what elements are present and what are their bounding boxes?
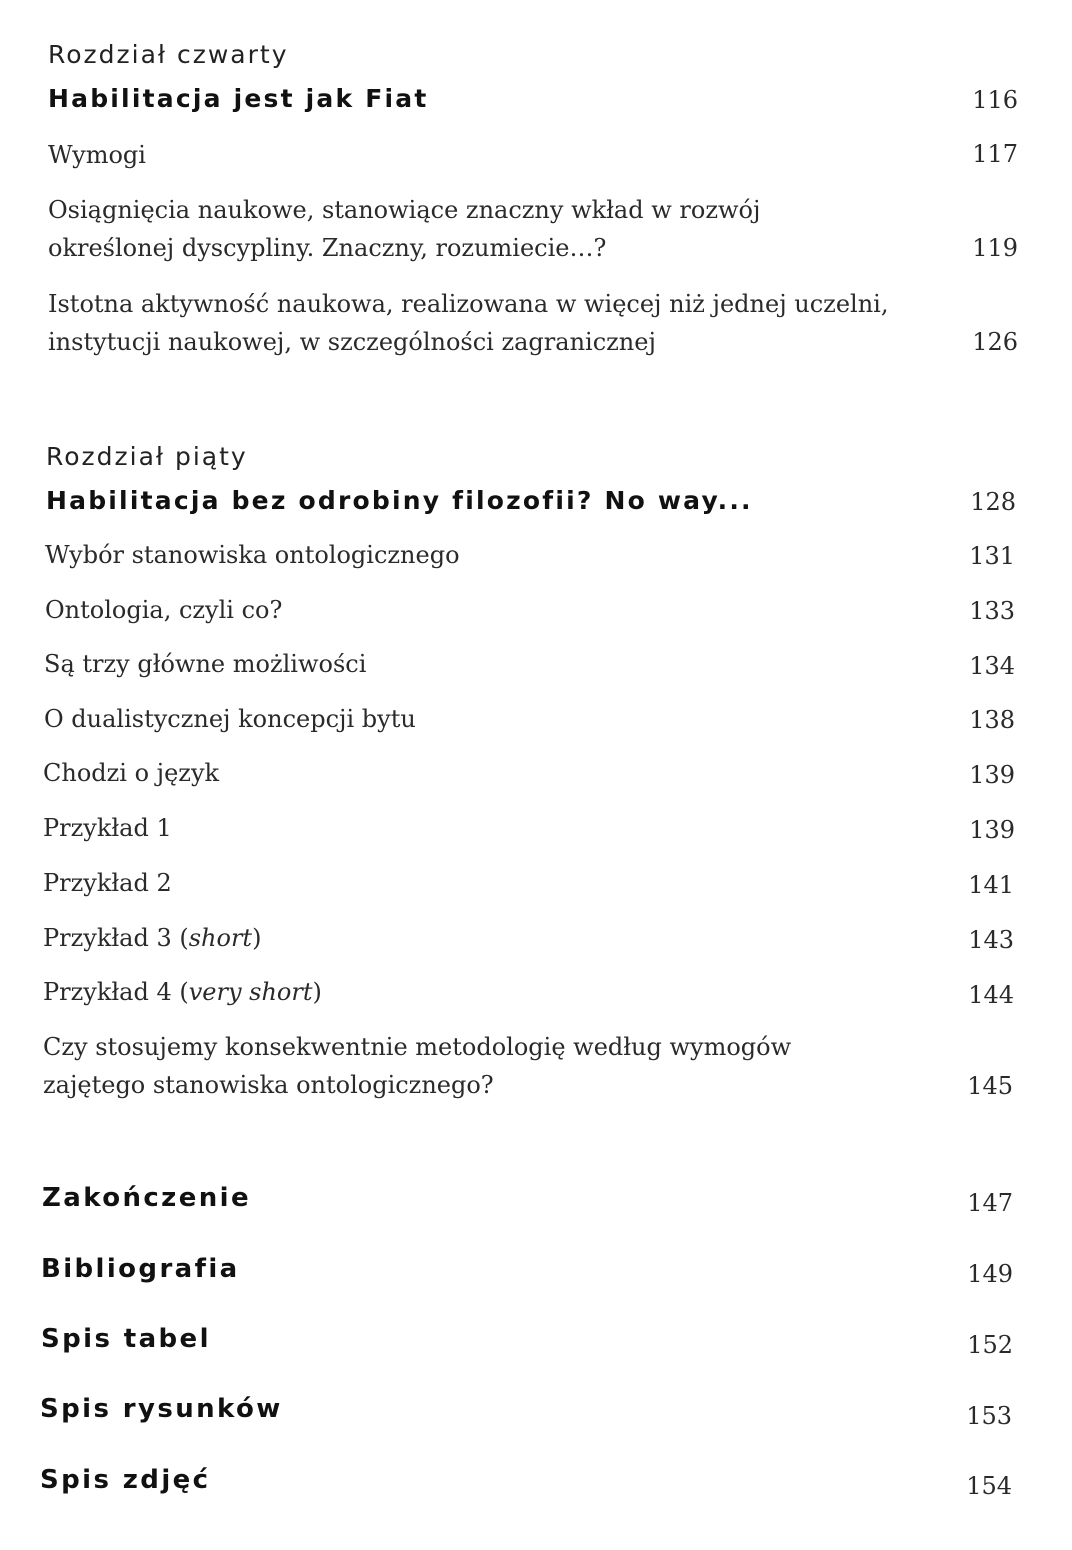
chapter-4-label: Rozdział czwarty xyxy=(48,40,289,69)
toc-entry[interactable]: Przykład 4 (very short) xyxy=(43,978,322,1006)
chapter-4-title[interactable]: Habilitacja jest jak Fiat xyxy=(48,84,429,113)
toc-entry-text: Przykład 4 xyxy=(43,978,172,1006)
toc-entry-page: 138 xyxy=(969,706,1015,734)
section-figures-list-page: 153 xyxy=(966,1402,1012,1430)
toc-entry-line: zajętego stanowiska ontologicznego? xyxy=(43,1071,494,1099)
toc-entry[interactable]: Ontologia, czyli co? xyxy=(45,596,283,624)
toc-entry[interactable]: Przykład 2 xyxy=(43,869,172,897)
toc-entry-page: 133 xyxy=(969,597,1015,625)
section-tables-list-title[interactable]: Spis tabel xyxy=(41,1324,211,1354)
toc-entry[interactable]: Są trzy główne możliwości xyxy=(44,650,367,678)
toc-entry-page: 126 xyxy=(972,328,1018,356)
toc-entry[interactable] xyxy=(48,136,146,174)
toc-entry[interactable] xyxy=(43,1028,791,1104)
toc-entry-page: 131 xyxy=(969,542,1015,570)
toc-entry[interactable] xyxy=(48,191,760,267)
toc-entry-page: 139 xyxy=(969,816,1015,844)
toc-entry-text: Wymogi xyxy=(48,141,146,169)
section-figures-list-title[interactable]: Spis rysunków xyxy=(40,1394,283,1424)
section-tables-list-page: 152 xyxy=(967,1331,1013,1359)
toc-entry[interactable]: Wybór stanowiska ontologicznego xyxy=(45,541,460,569)
toc-entry-page: 119 xyxy=(972,234,1018,262)
toc-entry[interactable]: Przykład 3 (short) xyxy=(43,924,262,952)
toc-entry-line: Istotna aktywność naukowa, realizowana w więcej niż jednej uczelni, xyxy=(48,290,889,318)
section-conclusion-page: 147 xyxy=(967,1189,1013,1217)
section-photos-list-title[interactable]: Spis zdjęć xyxy=(40,1465,211,1495)
chapter-5-page: 128 xyxy=(970,488,1016,516)
toc-entry-page: 143 xyxy=(968,926,1014,954)
section-conclusion-title[interactable]: Zakończenie xyxy=(42,1183,251,1213)
toc-entry-text: Przykład 3 xyxy=(43,924,172,952)
toc-entry-line: instytucji naukowej, w szczególności zagranicznej xyxy=(48,328,656,356)
toc-entry-page: 139 xyxy=(969,761,1015,789)
toc-entry[interactable]: Przykład 1 xyxy=(43,814,172,842)
toc-entry-page: 144 xyxy=(968,981,1014,1009)
toc-entry[interactable] xyxy=(48,285,888,361)
chapter-5-title[interactable]: Habilitacja bez odrobiny filozofii? No way... xyxy=(46,486,753,515)
toc-entry-line: Osiągnięcia naukowe, stanowiące znaczny wkład w rozwój xyxy=(48,196,761,224)
toc-entry-page: 134 xyxy=(969,652,1015,680)
toc-entry-line: określonej dyscypliny. Znaczny, rozumiecie…? xyxy=(48,234,607,262)
toc-entry[interactable]: Chodzi o język xyxy=(43,759,220,787)
section-bibliography-page: 149 xyxy=(967,1260,1013,1288)
section-bibliography-title[interactable]: Bibliografia xyxy=(41,1254,240,1284)
toc-entry-page: 141 xyxy=(968,871,1014,899)
toc-entry-page: 145 xyxy=(967,1072,1013,1100)
chapter-5-label: Rozdział piąty xyxy=(46,442,248,471)
section-photos-list-page: 154 xyxy=(966,1472,1012,1500)
toc-entry[interactable]: O dualistycznej koncepcji bytu xyxy=(44,705,416,733)
toc-entry-italic: very short xyxy=(188,978,313,1006)
toc-entry-line: Czy stosujemy konsekwentnie metodologię według wymogów xyxy=(43,1033,792,1061)
toc-entry-page: 117 xyxy=(972,140,1018,168)
chapter-4-page: 116 xyxy=(972,86,1018,114)
toc-entry-italic: short xyxy=(188,924,253,952)
